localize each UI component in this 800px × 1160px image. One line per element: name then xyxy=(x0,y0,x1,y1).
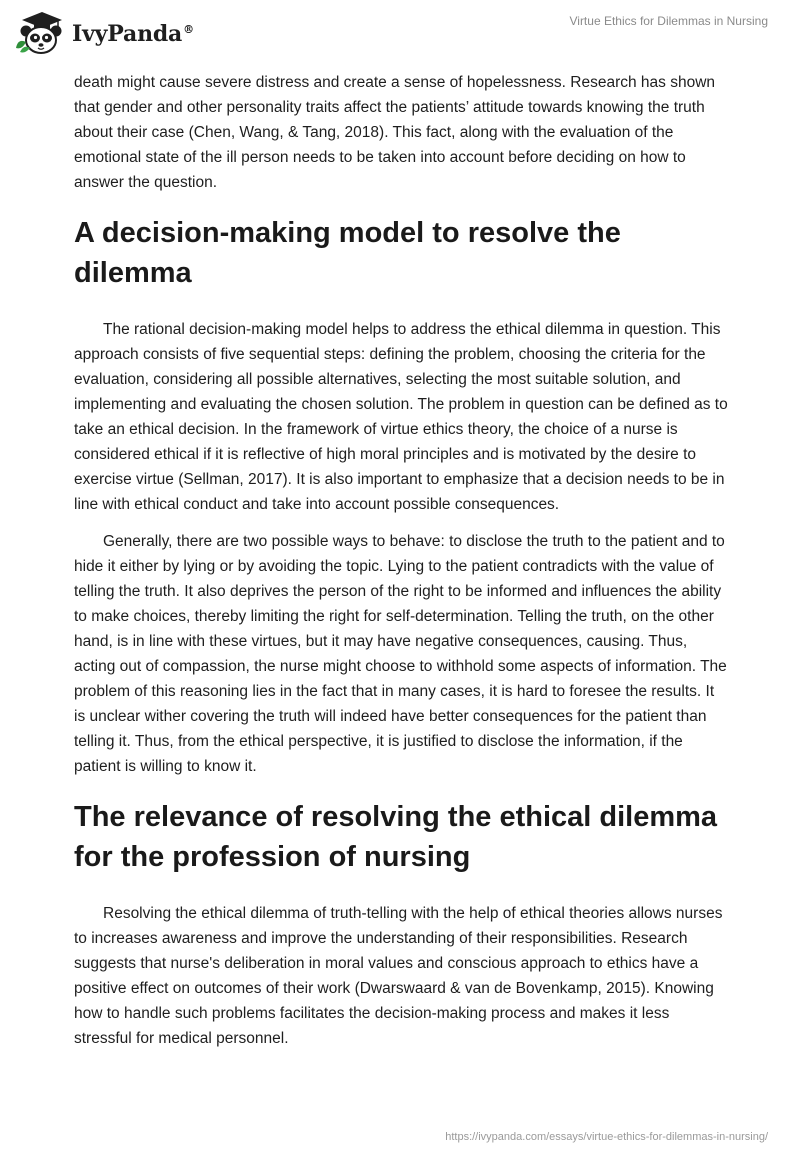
section-heading-relevance: The relevance of resolving the ethical dilemma for the profession of nursing xyxy=(74,801,718,873)
source-url[interactable]: https://ivypanda.com/essays/virtue-ethics-for-dilemmas-in-nursing/ xyxy=(445,1131,768,1143)
section-heading-decision-model: A decision-making model to resolve the dilemma xyxy=(74,217,621,289)
paragraph-decision-model-2: Generally, there are two possible ways to behave: to disclose the truth to the patient and to hide it either by lying or by avoiding the topic. Lying to the patient contradicts with the value of telling the truth. It also deprives the person of the right to be informed and influences the ability to make choices, thereby limiting the right for self-determination. Telling the truth, on the other hand, is in line with these virtues, but it may have negative consequences, causing. Thus, acting out of compassion, the nurse might choose to withhold some aspects of information. The problem of this reasoning lies in the fact that in many cases, it is hard to foresee the results. It is unclear wither covering the truth will indeed have better consequences for the patient than telling it. Thus, from the ethical perspective, it is justified to disclose the information, if the patient is willing to know it. xyxy=(74,533,727,775)
brand-logo[interactable] xyxy=(12,8,194,56)
document-title: Virtue Ethics for Dilemmas in Nursing xyxy=(569,14,768,28)
panda-logo-icon xyxy=(12,8,68,56)
page-header xyxy=(0,0,800,60)
paragraph-relevance-1: Resolving the ethical dilemma of truth-telling with the help of ethical theories allows nurses to increases awareness and improve the understanding of their responsibilities. Research suggests that nurse's deliberation in moral values and conscious approach to ethics have a positive effect on outcomes of their work (Dwarswaard & van de Bovenkamp, 2015). Knowing how to handle such problems facilitates the decision-making process and makes it less stressful for medical personnel. xyxy=(74,905,723,1047)
essay-body xyxy=(74,70,728,1063)
intro-paragraph: death might cause severe distress and create a sense of hopelessness. Research has shown that gender and other personality traits affect the patients’ attitude towards knowing the truth about their case (Chen, Wang, & Tang, 2018). This fact, along with the evaluation of the emotional state of the ill person needs to be taken into account before deciding on how to answer the question. xyxy=(74,74,716,191)
brand-name: IvyPanda® xyxy=(72,21,194,47)
paragraph-decision-model-1: The rational decision-making model helps to address the ethical dilemma in question. This approach consists of five sequential steps: defining the problem, choosing the criteria for the evaluation, considering all possible alternatives, selecting the most suitable solution, and implementing and evaluating the chosen solution. The problem in question can be defined as to take an ethical decision. In the framework of virtue ethics theory, the choice of a nurse is considered ethical if it is reflective of high moral principles and is motivated by the desire to exercise virtue (Sellman, 2017). It is also important to emphasize that a decision needs to be in line with ethical conduct and take into account possible consequences. xyxy=(74,321,728,513)
